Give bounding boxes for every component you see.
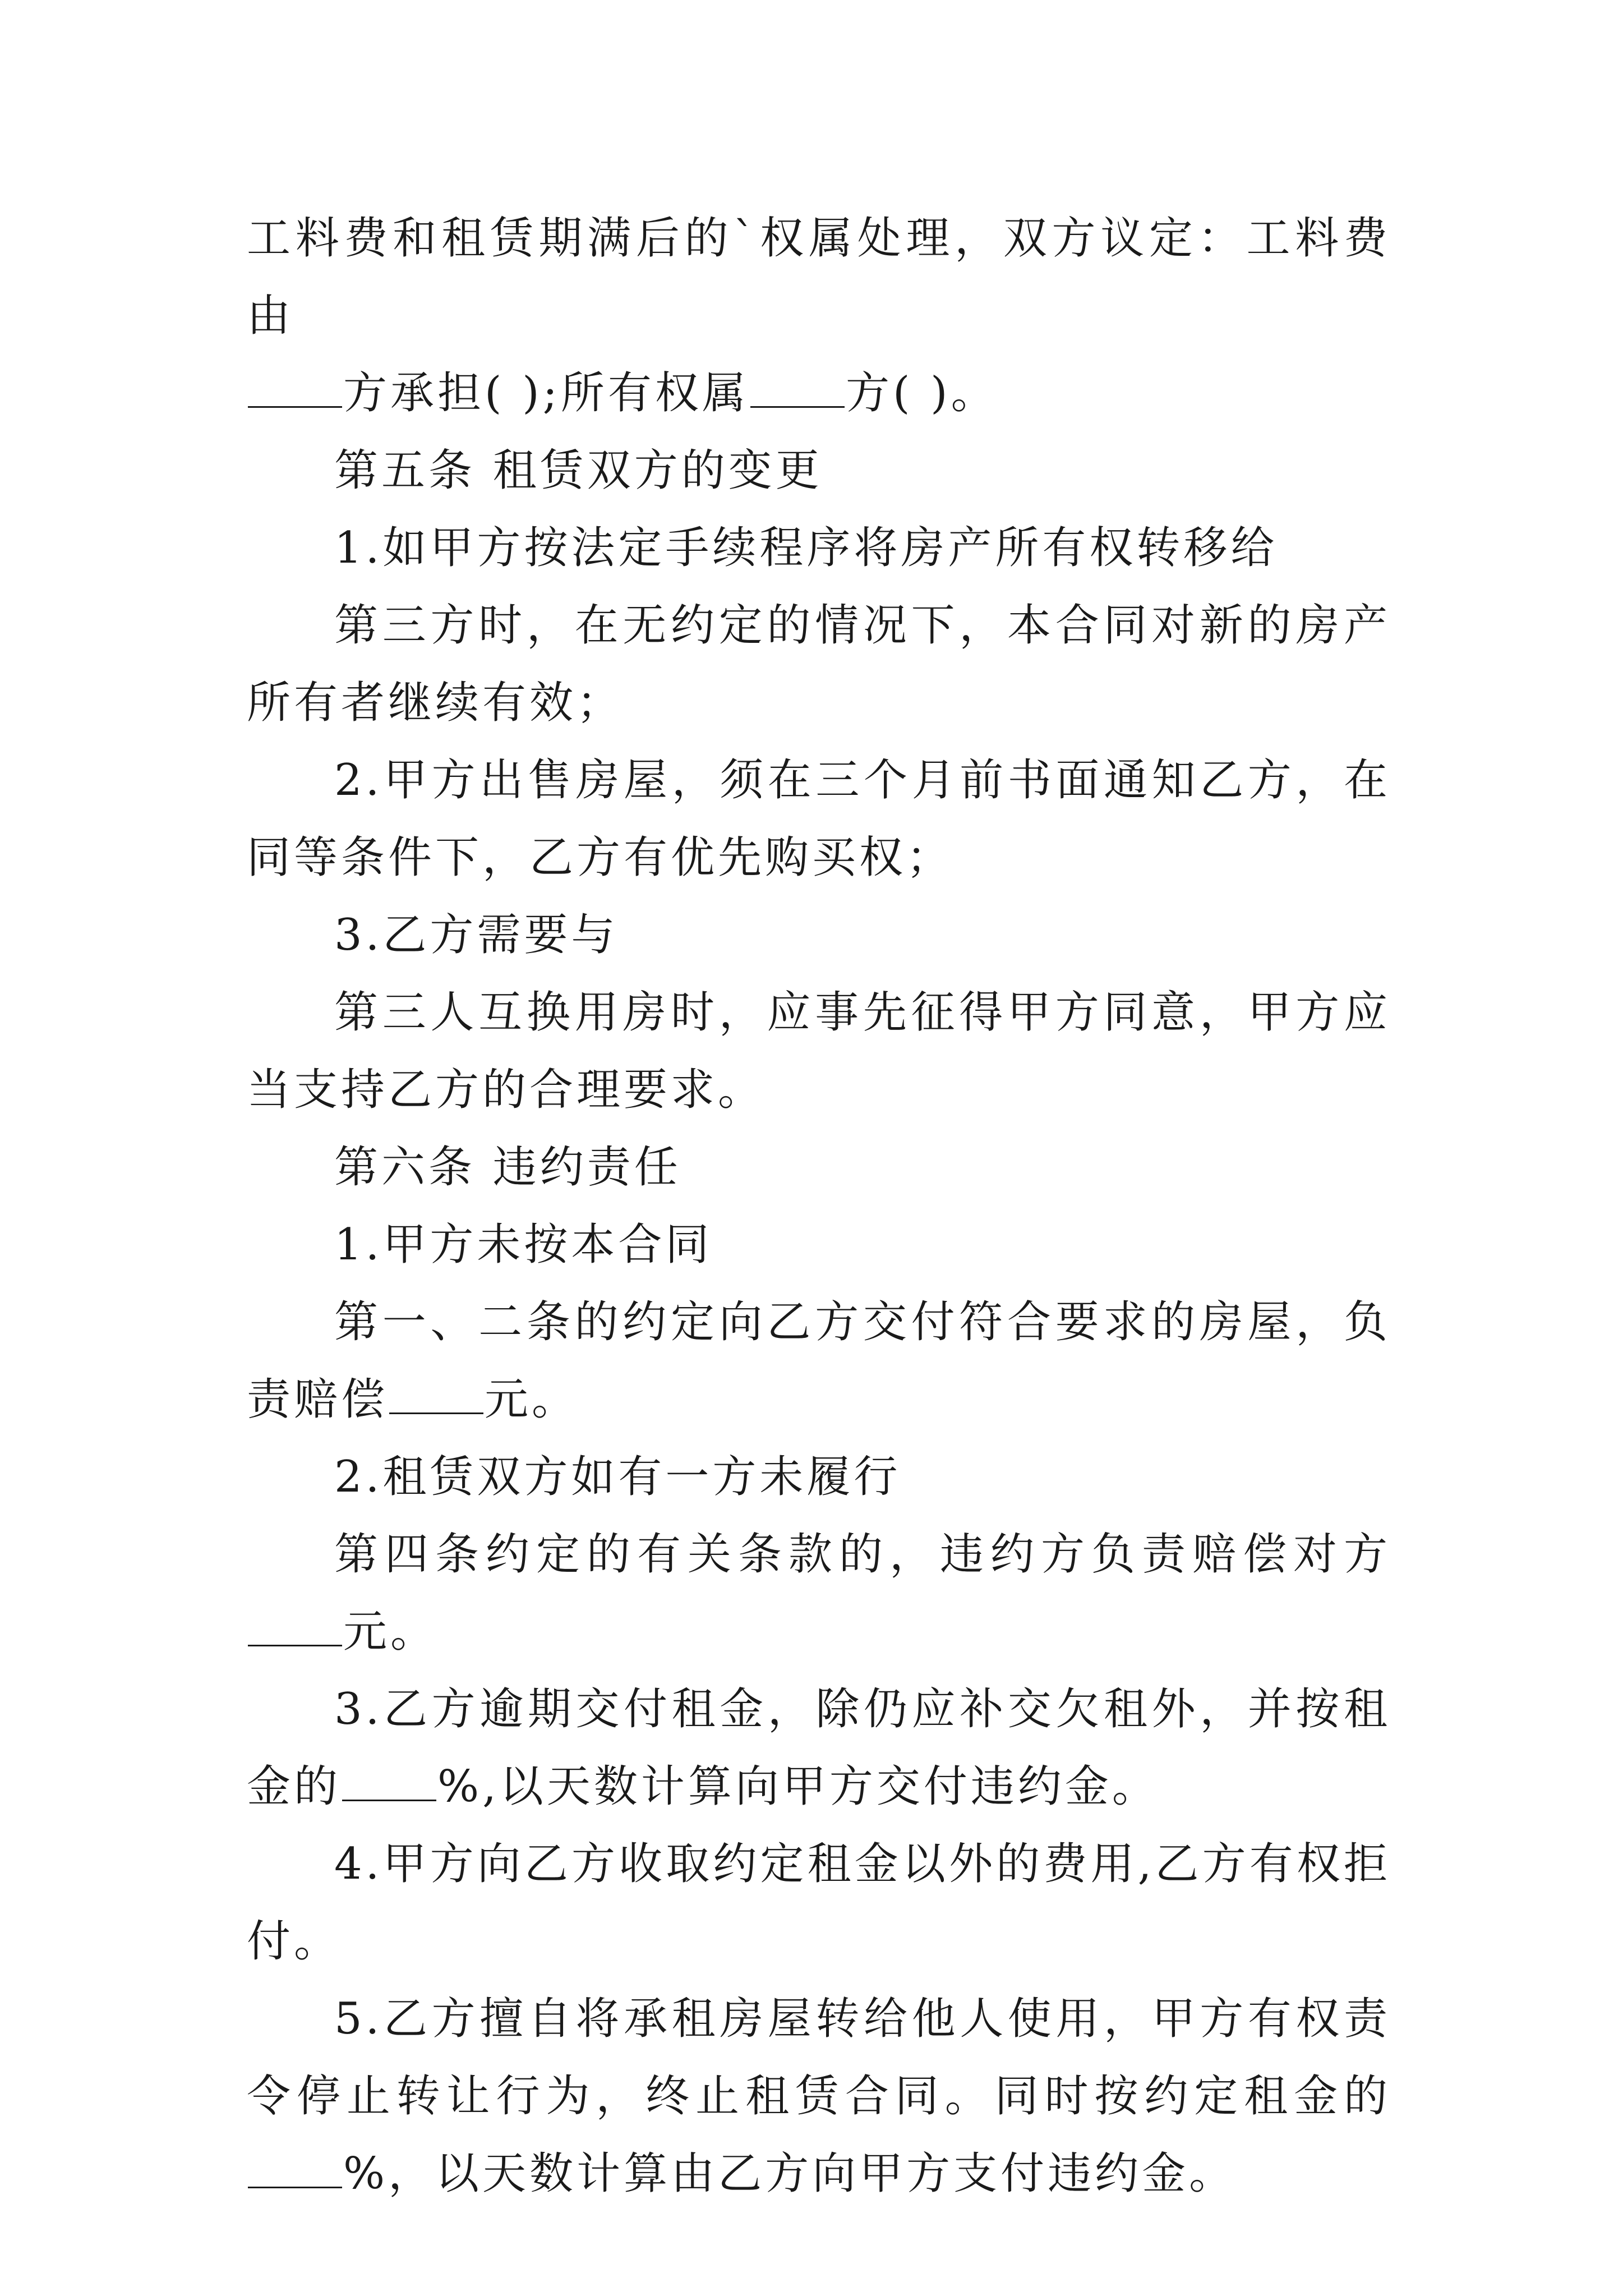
paragraph-text: %,以天数计算向甲方交付违约金。: [437, 1761, 1159, 1812]
paragraph-text: 工料费和租赁期满后的`权属处理，双方议定：工料费由: [247, 213, 1391, 341]
fill-in-blank: [248, 372, 342, 408]
paragraph-text: 1.甲方未按本合同: [334, 1220, 713, 1270]
paragraph-p12: [247, 1438, 1391, 1516]
paragraph-p16: [247, 1980, 1391, 2212]
fill-in-blank: [248, 1611, 342, 1646]
paragraph-text: 第四条约定的有关条款的，违约方负责赔偿对方: [334, 1529, 1391, 1580]
paragraph-text: 第三人互换用房时，应事先征得甲方同意，甲方应当支持乙方的合理要求。: [247, 987, 1391, 1115]
paragraph-p14: [247, 1671, 1391, 1825]
paragraph-p2: [247, 355, 1391, 432]
paragraph-text: 第五条 租赁双方的变更: [334, 445, 823, 496]
fill-in-blank: [389, 1379, 483, 1414]
paragraph-p15: [247, 1825, 1391, 1980]
paragraph-p10: [247, 1206, 1391, 1283]
paragraph-text: 方承担( );所有权属: [343, 368, 749, 418]
paragraph-text: %，以天数计算由乙方向甲方支付违约金。: [343, 2148, 1237, 2199]
paragraph-text: 第三方时，在无约定的情况下，本合同对新的房产所有者继续有效；: [247, 600, 1391, 728]
paragraph-p9: [247, 1129, 1391, 1206]
paragraph-text: 2.租赁双方如有一方未履行: [334, 1452, 901, 1502]
fill-in-blank: [248, 2153, 342, 2188]
paragraph-text: 1.如甲方按法定手续程序将房产所有权转移给: [334, 523, 1278, 573]
paragraph-text: 方( )。: [845, 368, 998, 418]
paragraph-p4: [247, 509, 1391, 587]
contract-body: [247, 200, 1391, 2212]
paragraph-p1: [247, 200, 1391, 355]
fill-in-blank: [750, 372, 845, 408]
paragraph-text: 第六条 违约责任: [334, 1142, 681, 1193]
paragraph-p5: [247, 587, 1391, 742]
paragraph-p3: [247, 432, 1391, 509]
paragraph-text: 2.甲方出售房屋，须在三个月前书面通知乙方，在同等条件下，乙方有优先购买权；: [247, 755, 1391, 883]
paragraph-p6: [247, 742, 1391, 896]
fill-in-blank: [342, 1766, 436, 1801]
paragraph-text: 4.甲方向乙方收取约定租金以外的费用,乙方有权拒付。: [247, 1839, 1391, 1967]
paragraph-text: 5.乙方擅自将承租房屋转给他人使用，甲方有权责令停止转让行为，终止租赁合同。同时按约定租金的: [247, 1994, 1391, 2122]
paragraph-text: 第一、二条的约定向乙方交付符合要求的房屋，负责赔偿: [247, 1297, 1391, 1425]
paragraph-text: 元。: [485, 1374, 579, 1425]
paragraph-p13: [247, 1516, 1391, 1671]
paragraph-text: 元。: [343, 1607, 438, 1657]
paragraph-p11: [247, 1283, 1391, 1438]
paragraph-text: 3.乙方需要与: [334, 910, 619, 960]
paragraph-p7: [247, 896, 1391, 974]
paragraph-p8: [247, 974, 1391, 1129]
paragraph-text: 3.乙方逾期交付租金，除仍应补交欠租外，并按租金的: [247, 1684, 1391, 1812]
